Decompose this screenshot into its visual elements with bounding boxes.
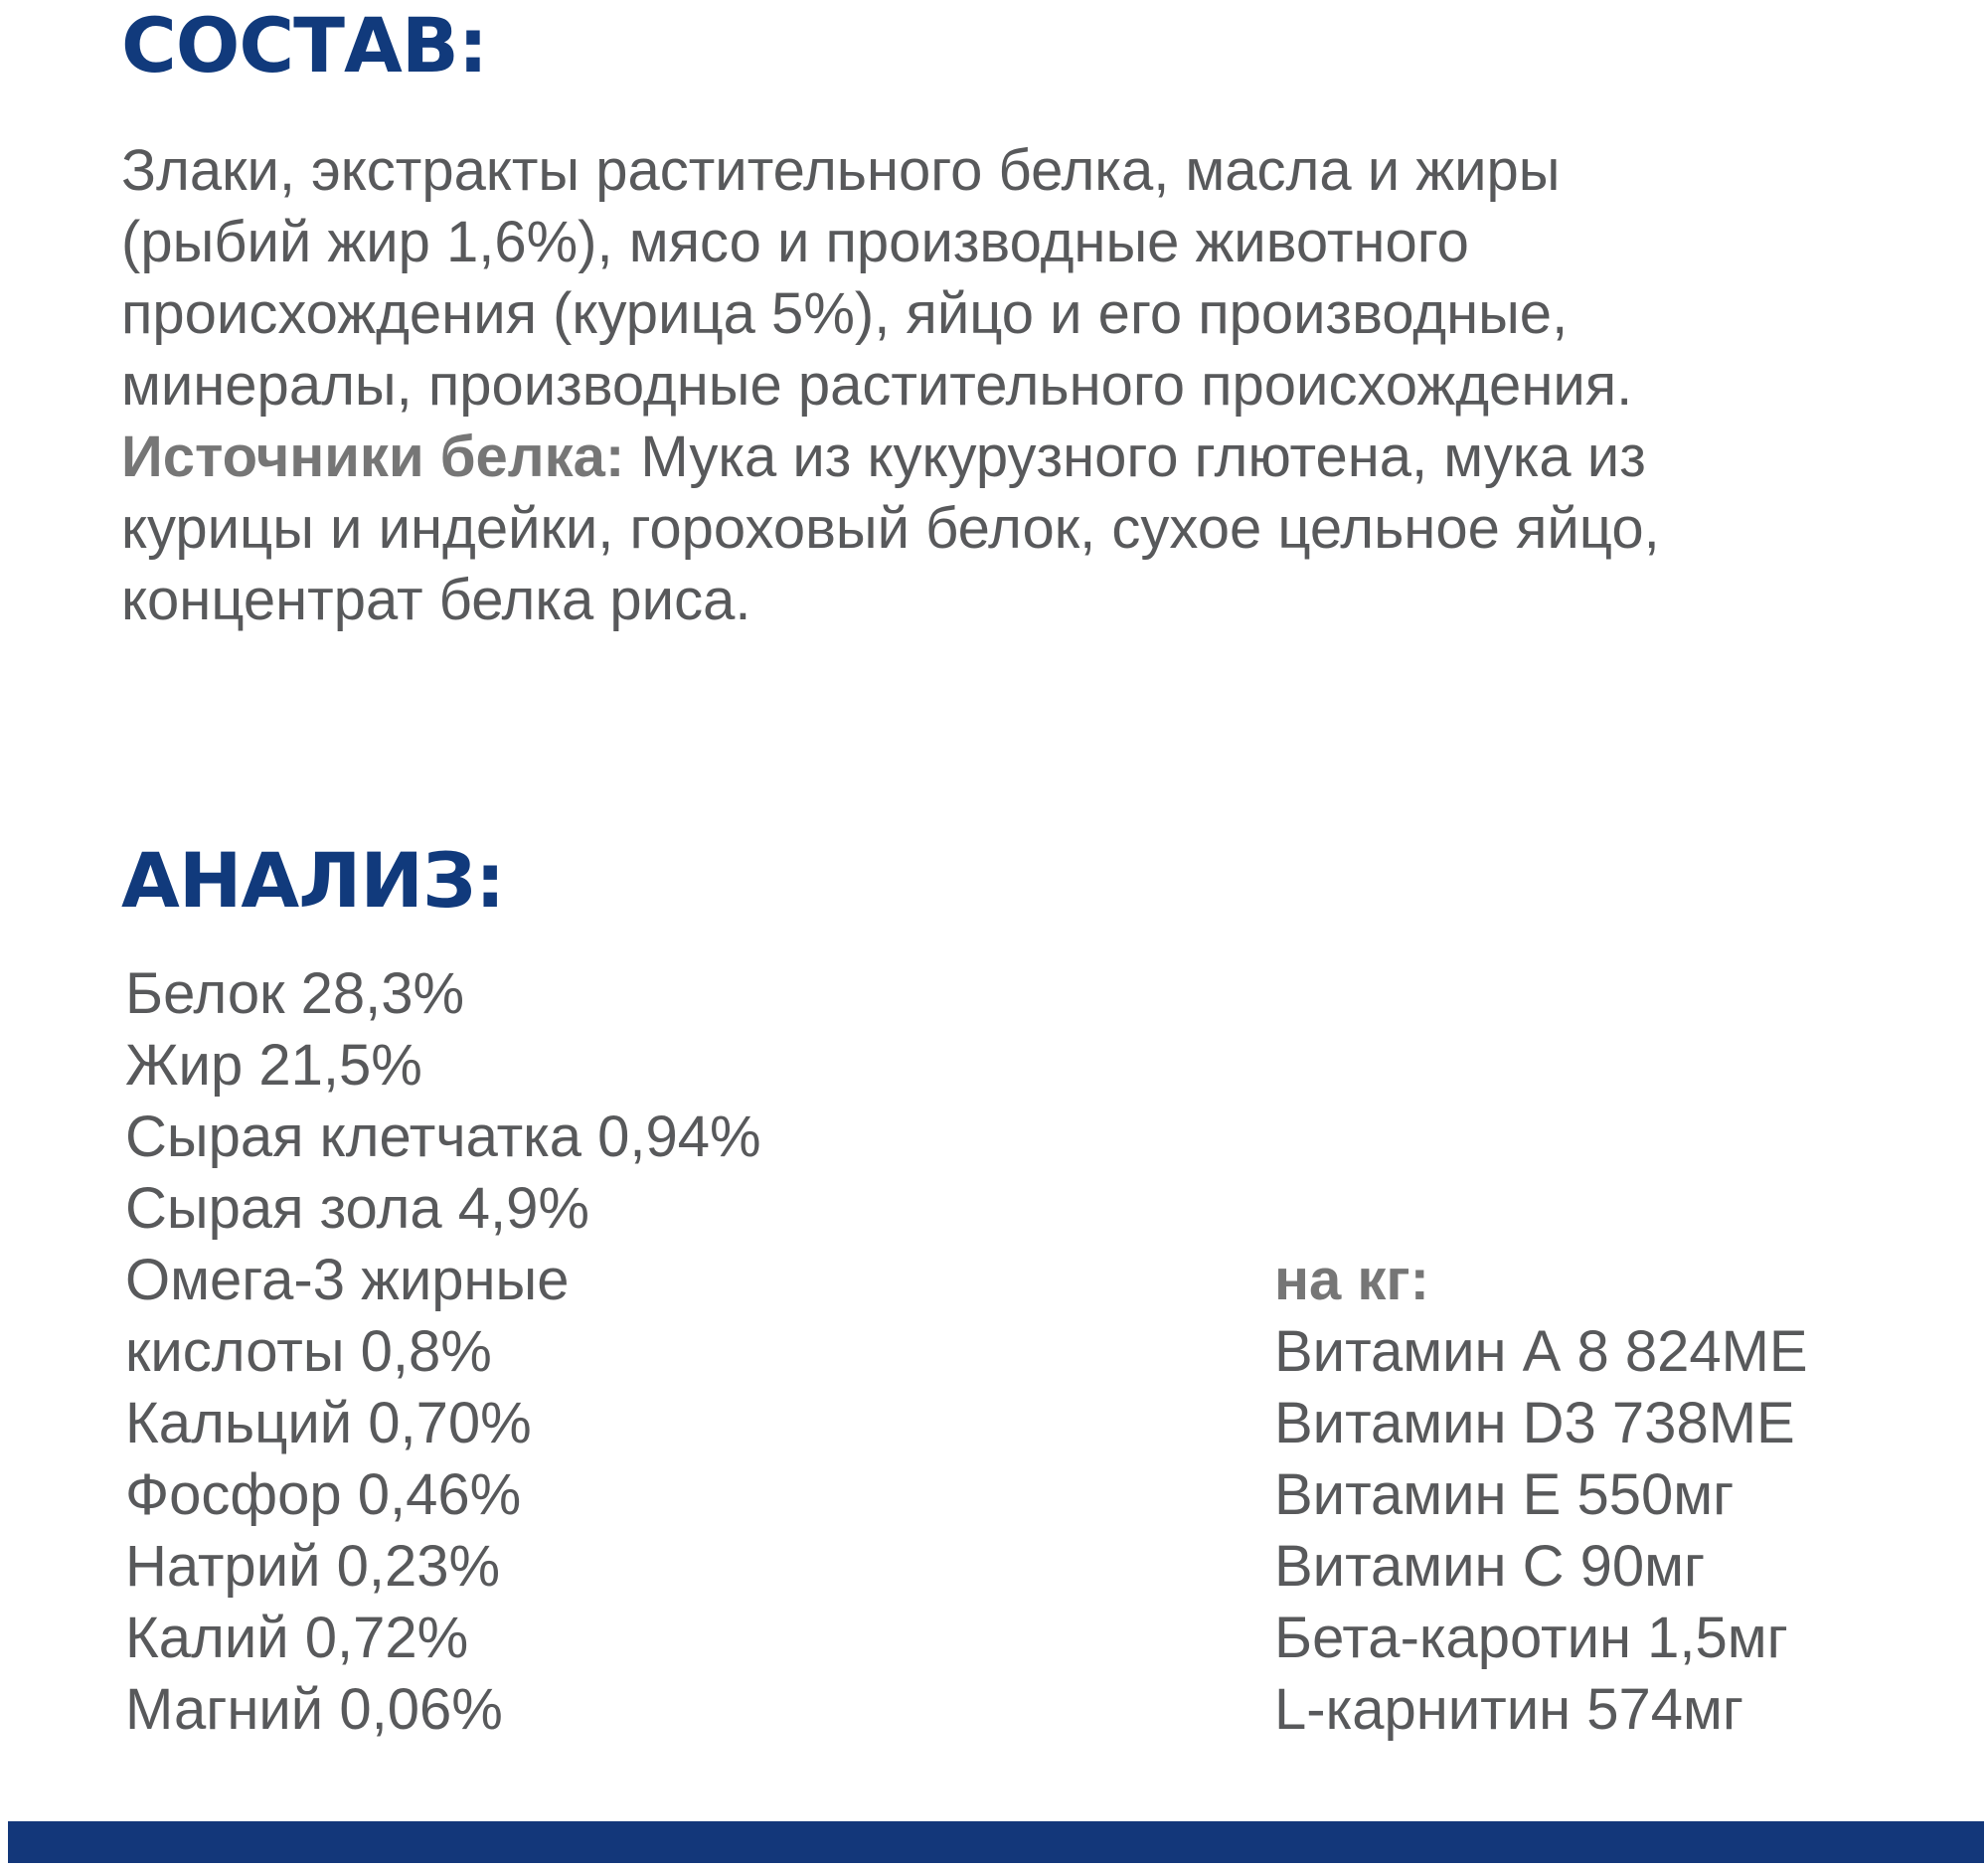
vitamin-item: Витамин Е 550мг [1274, 1462, 1735, 1527]
composition-line: минералы, производные растительного происхождения. [121, 353, 1633, 418]
analysis-list [125, 958, 761, 1746]
analysis-item: Белок 28,3% [125, 961, 465, 1026]
composition-heading: СОСТАВ: [121, 1, 488, 89]
footer-bar [8, 1821, 1984, 1863]
analysis-item: Магний 0,06% [125, 1677, 503, 1742]
analysis-item: Натрий 0,23% [125, 1534, 501, 1599]
protein-sources-line: курицы и индейки, гороховый белок, сухое цельное яйцо, [121, 496, 1660, 561]
vitamin-item: Витамин С 90мг [1274, 1534, 1706, 1599]
composition-text [121, 135, 1940, 636]
analysis-item: кислоты 0,8% [125, 1319, 492, 1384]
analysis-item: Калий 0,72% [125, 1606, 469, 1670]
vitamin-item: Витамин А 8 824МЕ [1274, 1319, 1808, 1384]
composition-line: Злаки, экстракты растительного белка, масла и жиры [121, 138, 1561, 203]
per-kg-title: на кг: [1274, 1248, 1429, 1312]
analysis-item: Жир 21,5% [125, 1033, 422, 1098]
vitamin-item: Бета-каротин 1,5мг [1274, 1606, 1788, 1670]
protein-sources-line: концентрат белка риса. [121, 568, 751, 632]
vitamin-item: L-карнитин 574мг [1274, 1677, 1744, 1742]
protein-sources-line: Мука из кукурузного глютена, мука из [624, 425, 1646, 489]
per-kg-list [1274, 1245, 1808, 1746]
analysis-heading: АНАЛИЗ: [121, 836, 505, 925]
analysis-item: Сырая зола 4,9% [125, 1176, 589, 1241]
composition-line: (рыбий жир 1,6%), мясо и производные животного [121, 210, 1469, 274]
composition-line: происхождения (курица 5%), яйцо и его производные, [121, 281, 1569, 346]
analysis-item: Омега-3 жирные [125, 1248, 570, 1312]
analysis-item: Сырая клетчатка 0,94% [125, 1105, 761, 1169]
protein-sources-label: Источники белка: [121, 425, 625, 489]
analysis-item: Кальций 0,70% [125, 1391, 532, 1455]
vitamin-item: Витамин D3 738МЕ [1274, 1391, 1795, 1455]
analysis-item: Фосфор 0,46% [125, 1462, 522, 1527]
